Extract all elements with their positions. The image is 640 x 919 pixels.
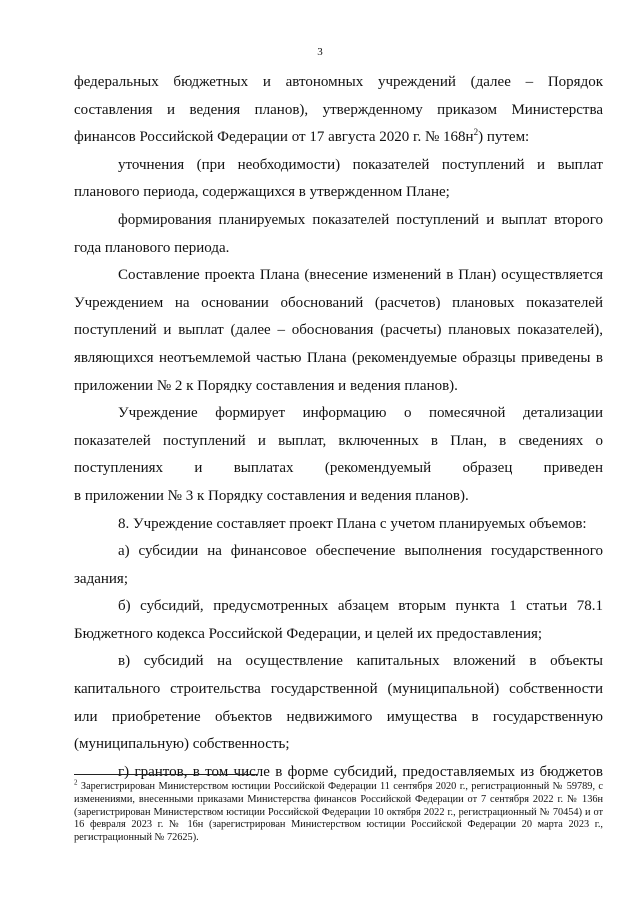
footnote-text: Зарегистрирован Министерством юстиции Российской Федерации 11 сентября 2020 г., регистрационный № 59789, с изменениями, внесенными приказами Министерства финансов Российской Федерации от 7 сентября 2022 г. № 136н (зарегистрирован Министерством юстиции Российской Федерации 10 октября 2022 г., регистрационный № 70454) и от 16 февраля 2023 г. № 16н (зарегистрирован Министерством юстиции Российской Федерации 20 марта 2023 г., регистрационный № 72625). (74, 781, 603, 844)
footnote-divider (74, 774, 258, 775)
paragraph: формирования планируемых показателей поступлений и выплат второго года планового периода. (74, 211, 603, 256)
body-text (74, 69, 603, 786)
paragraph-last-line: в приложении № 3 к Порядку составления и ведения планов). (74, 487, 469, 504)
page-number: 3 (317, 46, 323, 58)
list-item-b: б) субсидий, предусмотренных абзацем вторым пункта 1 статьи 78.1 Бюджетного кодекса Российской Федерации, и целей их предоставления; (74, 598, 603, 642)
paragraph: уточнения (при необходимости) показателей поступлений и выплат планового периода, содержащихся в утвержденном Плане; (74, 156, 603, 201)
footnote-reference: 2 (473, 127, 479, 138)
footnote-marker: 2 (74, 778, 78, 787)
paragraph: Составление проекта Плана (внесение изменений в План) осуществляется Учреждением на основании обоснований (расчетов) плановых показателей поступлений и выплат (далее – обоснования (расчеты) плановых показателей), являющихся неотъемлемой частью Плана (рекомендуемые образцы приведены в приложении № 2 к Порядку составления и ведения планов). (74, 267, 603, 394)
list-item-v: в) субсидий на осуществление капитальных вложений в объекты капитального строительства государственной (муниципальной) собственности или приобретение объектов недвижимого имущества в государственную (муниципальную) собственность; (74, 653, 603, 753)
paragraph-continuation: федеральных бюджетных и автономных учреждений (далее – Порядок составления и ведения планов), утвержденному приказом Министерства финансов Российской Федерации от 17 августа 2020 г. № $168н^2$) путем: (74, 74, 603, 146)
list-item-g: г) грантов, в том числе в форме субсидий, предоставляемых из бюджетов (118, 763, 603, 780)
section-heading-paragraph: 8. Учреждение составляет проект Плана с учетом планируемых объемов: (118, 515, 587, 532)
footnote (74, 778, 603, 845)
list-item-a: а) субсидии на финансовое обеспечение выполнения государственного задания; (74, 543, 603, 587)
paragraph: Учреждение формирует информацию о помесячной детализации показателей поступлений и выплат, включенных в План, в сведениях о поступлениях и выплатах (рекомендуемый образец приведен (74, 405, 603, 477)
